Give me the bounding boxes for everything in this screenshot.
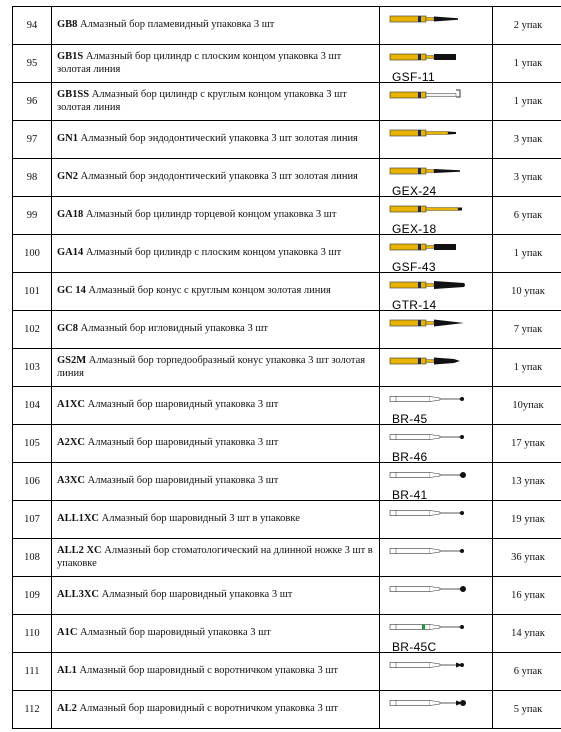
quantity: 14 упак: [493, 615, 561, 653]
bur-image: [380, 197, 492, 234]
product-name: Алмазный бор цилиндр с круглым концом упаковка 3 шт золотая линия: [57, 89, 347, 113]
bur-label: GSF-43: [392, 260, 436, 274]
product-name: Алмазный бор торпедообразный конус упаковка 3 шт золотая линия: [57, 355, 366, 379]
product-code: GC 14: [57, 285, 86, 297]
product-code: ALL3XC: [57, 589, 100, 601]
product-image-cell: [380, 577, 493, 615]
table-row: [13, 577, 561, 615]
product-description: [52, 691, 380, 729]
table-row: [13, 653, 561, 691]
bur-label: GEX-18: [392, 222, 437, 236]
product-code: GS2M: [57, 355, 87, 366]
bur-image: [380, 463, 492, 500]
quantity: 1 упак: [493, 83, 561, 121]
product-description: [52, 653, 380, 691]
bur-label: BR-45C: [392, 640, 437, 654]
bur-image: [380, 349, 492, 386]
product-description: [52, 615, 380, 653]
table-row: [13, 387, 561, 425]
bur-label: BR-41: [392, 488, 428, 502]
product-image-cell: [380, 539, 493, 577]
product-name: Алмазный бор стоматологический на длинной ножке 3 шт в упаковке: [57, 545, 373, 569]
row-number: 96: [13, 83, 52, 121]
table-row: [13, 311, 561, 349]
bur-image: [380, 577, 492, 614]
row-number: 109: [13, 577, 52, 615]
product-image-cell: [380, 691, 493, 729]
row-number: 105: [13, 425, 52, 463]
product-name: Алмазный бор шаровидный с воротничком упаковка 3 шт: [76, 703, 339, 715]
product-name: Алмазный бор цилиндр с плоским концом упаковка 3 шт золотая линия: [57, 51, 342, 75]
product-description: [52, 463, 380, 501]
product-description: [52, 501, 380, 539]
bur-image: [380, 83, 492, 120]
table-row: [13, 501, 561, 539]
product-name: Алмазный бор конус с круглым концом золотая линия: [85, 285, 331, 297]
product-image-cell: [380, 463, 493, 501]
endo-bur-icon: [380, 121, 492, 158]
product-image-cell: [380, 45, 493, 83]
product-image-cell: [380, 7, 493, 45]
ballbig-bur-icon: [380, 577, 492, 614]
quantity: 7 упак: [493, 311, 561, 349]
row-number: 112: [13, 691, 52, 729]
row-number: 94: [13, 7, 52, 45]
product-description: [52, 45, 380, 83]
product-description: [52, 273, 380, 311]
product-description: [52, 311, 380, 349]
table-row: [13, 235, 561, 273]
product-image-cell: [380, 653, 493, 691]
quantity: 13 упак: [493, 463, 561, 501]
product-image-cell: [380, 273, 493, 311]
product-name: Алмазный бор цилиндр с плоским концом упаковка 3 шт: [83, 247, 342, 259]
bur-label: GTR-14: [392, 298, 437, 312]
bur-image: [380, 273, 492, 310]
table-row: [13, 7, 561, 45]
row-number: 111: [13, 653, 52, 691]
product-code: GB1SS: [57, 89, 90, 100]
bur-image: [380, 425, 492, 462]
product-code: GN2: [57, 171, 78, 183]
table-row: [13, 425, 561, 463]
bur-image: [380, 539, 492, 576]
row-number: 107: [13, 501, 52, 539]
hook-bur-icon: [380, 83, 492, 120]
torpedo-bur-icon: [380, 349, 492, 386]
bur-image: [380, 45, 492, 82]
product-name: Алмазный бор игловидный упаковка 3 шт: [78, 323, 269, 335]
product-code: GA18: [57, 209, 84, 221]
bur-image: [380, 311, 492, 348]
product-description: [52, 7, 380, 45]
table-row: [13, 539, 561, 577]
bur-image: [380, 387, 492, 424]
product-description: [52, 425, 380, 463]
bur-image: [380, 653, 492, 690]
collar-bur-icon: [380, 653, 492, 690]
bur-image: [380, 691, 492, 728]
product-name: Алмазный бор пламевидный упаковка 3 шт: [77, 19, 275, 31]
product-code: A3XC: [57, 475, 85, 487]
row-number: 110: [13, 615, 52, 653]
row-number: 97: [13, 121, 52, 159]
table-row: [13, 273, 561, 311]
product-name: Алмазный бор шаровидный упаковка 3 шт: [85, 437, 279, 449]
needle-bur-icon: [380, 311, 492, 348]
quantity: 3 упак: [493, 121, 561, 159]
product-name: Алмазный бор шаровидный упаковка 3 шт: [77, 627, 271, 639]
product-name: Алмазный бор шаровидный упаковка 3 шт: [85, 475, 279, 487]
table-row: [13, 45, 561, 83]
product-name: Алмазный бор цилиндр торцевой концом упаковка 3 шт: [83, 209, 337, 221]
row-number: 102: [13, 311, 52, 349]
row-number: 100: [13, 235, 52, 273]
product-name: Алмазный бор шаровидный упаковка 3 шт: [99, 589, 293, 601]
product-image-cell: [380, 121, 493, 159]
quantity: 17 упак: [493, 425, 561, 463]
product-description: [52, 577, 380, 615]
row-number: 101: [13, 273, 52, 311]
product-code: A1C: [57, 627, 78, 639]
bur-image: [380, 159, 492, 196]
bur-label: BR-46: [392, 450, 428, 464]
product-image-cell: [380, 425, 493, 463]
product-code: GA14: [57, 247, 84, 259]
product-code: AL1: [57, 665, 77, 677]
row-number: 99: [13, 197, 52, 235]
quantity: 1 упак: [493, 235, 561, 273]
product-description: [52, 349, 380, 387]
product-code: AL2: [57, 703, 77, 715]
row-number: 98: [13, 159, 52, 197]
quantity: 5 упак: [493, 691, 561, 729]
bur-image: [380, 7, 492, 44]
product-image-cell: [380, 311, 493, 349]
product-image-cell: [380, 83, 493, 121]
product-name: Алмазный бор шаровидный с воротничком упаковка 3 шт: [76, 665, 339, 677]
row-number: 108: [13, 539, 52, 577]
product-description: [52, 539, 380, 577]
quantity: 16 упак: [493, 577, 561, 615]
product-code: GB1S: [57, 51, 84, 62]
bur-image: [380, 501, 492, 538]
quantity: 19 упак: [493, 501, 561, 539]
product-image-cell: [380, 615, 493, 653]
product-image-cell: [380, 197, 493, 235]
product-name: Алмазный бор эндодонтический упаковка 3 шт золотая линия: [78, 171, 358, 183]
product-name: Алмазный бор эндодонтический упаковка 3 шт золотая линия: [78, 133, 358, 145]
product-description: [52, 235, 380, 273]
table-row: [13, 121, 561, 159]
product-image-cell: [380, 159, 493, 197]
product-code: GB8: [57, 19, 78, 31]
product-code: ALL1XC: [57, 513, 100, 525]
product-code: GC8: [57, 323, 78, 335]
product-code: A1XC: [57, 399, 85, 411]
product-name: Алмазный бор шаровидный упаковка 3 шт: [85, 399, 279, 411]
table-row: [13, 463, 561, 501]
quantity: 2 упак: [493, 7, 561, 45]
product-code: GN1: [57, 133, 78, 145]
product-table: [12, 6, 561, 729]
row-number: 103: [13, 349, 52, 387]
flame-bur-icon: [380, 7, 492, 44]
quantity: 6 упак: [493, 653, 561, 691]
product-code: ALL2 XC: [57, 545, 102, 556]
table-row: [13, 349, 561, 387]
table-row: [13, 615, 561, 653]
quantity: 10упак: [493, 387, 561, 425]
product-image-cell: [380, 349, 493, 387]
bur-image: [380, 235, 492, 272]
bur-label: GEX-24: [392, 184, 437, 198]
product-description: [52, 121, 380, 159]
table-row: [13, 197, 561, 235]
product-description: [52, 387, 380, 425]
quantity: 3 упак: [493, 159, 561, 197]
bur-label: BR-45: [392, 412, 428, 426]
row-number: 106: [13, 463, 52, 501]
product-description: [52, 159, 380, 197]
table-row: [13, 691, 561, 729]
ball-bur-icon: [380, 501, 492, 538]
quantity: 10 упак: [493, 273, 561, 311]
product-image-cell: [380, 235, 493, 273]
quantity: 36 упак: [493, 539, 561, 577]
bur-image: [380, 615, 492, 652]
quantity: 1 упак: [493, 45, 561, 83]
product-code: A2XC: [57, 437, 85, 449]
row-number: 95: [13, 45, 52, 83]
ball-bur-icon: [380, 539, 492, 576]
product-description: [52, 197, 380, 235]
quantity: 6 упак: [493, 197, 561, 235]
product-description: [52, 83, 380, 121]
row-number: 104: [13, 387, 52, 425]
quantity: 1 упак: [493, 349, 561, 387]
bur-image: [380, 121, 492, 158]
bur-label: GSF-11: [392, 70, 435, 84]
product-name: Алмазный бор шаровидный 3 шт в упаковке: [99, 513, 300, 525]
collarbig-bur-icon: [380, 691, 492, 728]
product-image-cell: [380, 501, 493, 539]
product-image-cell: [380, 387, 493, 425]
table-row: [13, 159, 561, 197]
table-row: [13, 83, 561, 121]
